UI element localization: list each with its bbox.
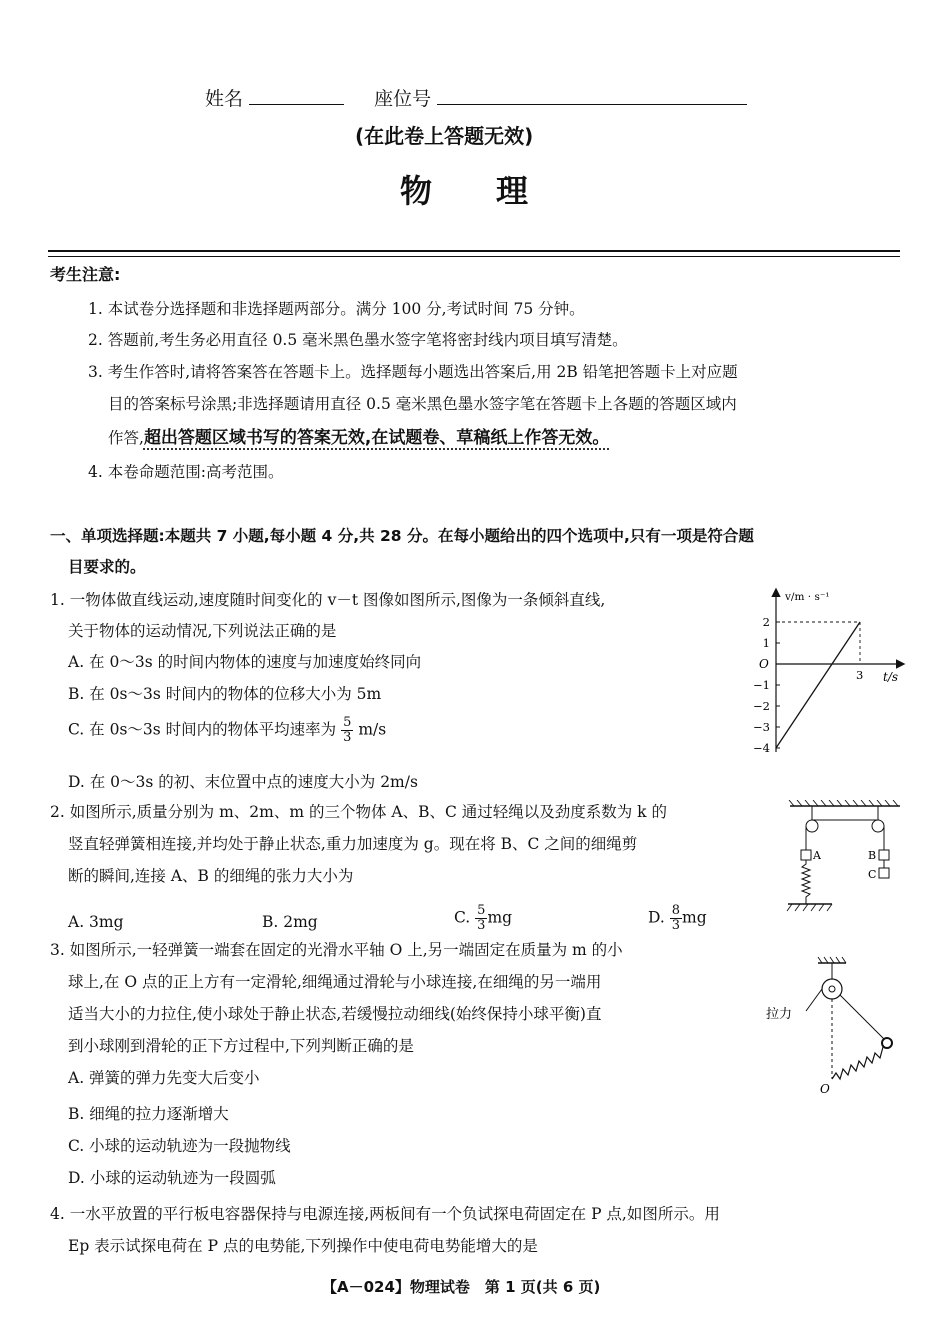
q2-pulley-right	[872, 820, 884, 832]
notice-item-2: 2. 答题前,考生务必用直径 0.5 毫米黑色墨水签字笔将密封线内项目填写清楚。	[88, 331, 628, 349]
q1-y-tick-label: −4	[753, 741, 770, 755]
q3-option-a: A. 弹簧的弹力先变大后变小	[68, 1069, 260, 1087]
q1-option-c-fraction	[341, 716, 353, 745]
q3-rope-to-ball	[840, 995, 886, 1041]
q3-stem-b: 球上,在 O 点的正上方有一定滑轮,细绳通过滑轮与小球连接,在细绳的另一端用	[68, 973, 602, 991]
q1-option-d: D. 在 0～3s 的初、末位置中点的速度大小为 2m/s	[68, 773, 418, 791]
q1-option-c-text: C. 在 0s～3s 时间内的物体平均速率为	[68, 720, 337, 739]
q2-label-a: A	[813, 849, 821, 862]
q2-block-a	[801, 850, 811, 860]
notice-title: 考生注意:	[50, 265, 121, 284]
q1-y-tick-label: 1	[762, 636, 770, 650]
q2-option-a: A. 3mg	[68, 913, 124, 931]
q1-option-c	[68, 716, 386, 745]
notice-item-1: 1. 本试卷分选择题和非选择题两部分。满分 100 分,考试时间 75 分钟。	[88, 300, 585, 318]
q2-pulley-left	[806, 820, 818, 832]
q1-y-label: v/m · s⁻¹	[785, 591, 830, 603]
q1-option-c-den: 3	[343, 730, 352, 745]
q1-series-line	[776, 622, 860, 748]
q3-origin-label: O	[820, 1082, 830, 1096]
name-label: 姓名	[205, 88, 244, 110]
q2-stem-a: 2. 如图所示,质量分别为 m、2m、m 的三个物体 A、B、C 通过轻绳以及劲度系数为 k 的	[50, 803, 667, 821]
q2-option-d-fraction	[670, 904, 682, 933]
page-footer: 【A－024】物理试卷 第 1 页(共 6 页)	[322, 1278, 601, 1296]
q2-option-d	[648, 904, 707, 933]
q2-option-c-fraction	[475, 904, 487, 933]
q3-pulley-outer	[822, 979, 842, 999]
q2-block-b	[879, 850, 889, 860]
q2-label-b: B	[868, 849, 877, 862]
q2-spring	[802, 860, 810, 904]
q3-ball	[882, 1038, 892, 1048]
seat-label: 座位号	[374, 88, 432, 110]
q4-stem-a: 4. 一水平放置的平行板电容器保持与电源连接,两板间有一个负试探电荷固定在 P 点,如图所示。用	[50, 1205, 720, 1223]
q2-option-d-num: 8	[671, 903, 681, 918]
q2-block-c	[879, 868, 889, 878]
q1-origin: O	[759, 657, 769, 671]
seat-blank	[437, 104, 747, 105]
name-seat-row	[205, 84, 747, 111]
q2-option-c-label: C.	[454, 908, 471, 927]
q3-stem-a: 3. 如图所示,一轻弹簧一端套在固定的光滑水平轴 O 上,另一端固定在质量为 m 的小	[50, 941, 623, 959]
q3-spring	[832, 1047, 883, 1079]
q3-stem-d: 到小球刚到滑轮的正下方过程中,下列判断正确的是	[68, 1037, 414, 1055]
notice-item-3c	[108, 428, 609, 448]
q1-option-a: A. 在 0～3s 的时间内物体的速度与加速度始终同向	[68, 653, 422, 671]
q1-option-b: B. 在 0s～3s 时间内的物体的位移大小为 5m	[68, 685, 382, 703]
q3-option-b: B. 细绳的拉力逐渐增大	[68, 1105, 229, 1123]
q2-option-c-unit: mg	[487, 908, 513, 927]
q3-option-c: C. 小球的运动轨迹为一段抛物线	[68, 1137, 291, 1155]
notice-item-3c-pre: 作答,	[108, 429, 144, 447]
double-divider	[48, 250, 900, 257]
q2-option-d-den: 3	[671, 918, 681, 933]
q1-x-label: t/s	[883, 670, 899, 684]
q2-stem-c: 断的瞬间,连接 A、B 的细绳的张力大小为	[68, 867, 354, 885]
q4-stem-b: Ep 表示试探电荷在 P 点的电势能,下列操作中使电荷电势能增大的是	[68, 1237, 538, 1255]
name-blank	[249, 104, 344, 105]
q3-ceiling-hatch	[818, 957, 846, 963]
q2-floor-hatch	[787, 904, 832, 911]
q1-stem-b: 关于物体的运动情况,下列说法正确的是	[68, 622, 337, 640]
notice-item-3a: 3. 考生作答时,请将答案答在答题卡上。选择题每小题选出答案后,用 2B 铅笔把答题卡上对应题	[88, 363, 738, 381]
q1-stem-a: 1. 一物体做直线运动,速度随时间变化的 v－t 图像如图所示,图像为一条倾斜直线,	[50, 591, 606, 609]
q2-ceiling-hatch	[789, 800, 898, 806]
q2-pulley-figure	[782, 800, 907, 912]
q1-y-tick-label: −2	[753, 699, 770, 713]
q2-option-d-label: D.	[648, 908, 665, 927]
q3-pull-label: 拉力	[766, 1007, 793, 1022]
q2-label-c: C	[868, 868, 877, 881]
q2-stem-b: 竖直轻弹簧相连接,并均处于静止状态,重力加速度为 g。现在将 B、C 之间的细绳剪	[68, 835, 638, 853]
q1-x-tick-label: 3	[856, 668, 864, 682]
q1-y-tick-label: −1	[753, 678, 770, 692]
q1-y-tick-label: 2	[762, 615, 770, 629]
notice-item-4: 4. 本卷命题范围:高考范围。	[88, 463, 284, 481]
q1-vt-graph	[745, 582, 915, 762]
q3-pulley-axle	[829, 986, 835, 992]
q2-option-c	[454, 904, 512, 933]
q3-option-d: D. 小球的运动轨迹为一段圆弧	[68, 1169, 276, 1187]
q1-option-c-unit: m/s	[358, 720, 387, 739]
q2-option-b: B. 2mg	[262, 913, 318, 931]
notice-item-3b: 目的答案标号涂黑;非选择题请用直径 0.5 毫米黑色墨水签字笔在答题卡上各题的答题区域内	[108, 395, 737, 413]
q2-options	[68, 904, 748, 944]
section-title-a: 一、单项选择题:本题共 7 小题,每小题 4 分,共 28 分。在每小题给出的四个选项中,只有一项是符合题	[50, 527, 754, 545]
q3-spring-figure	[764, 955, 904, 1100]
q2-option-d-unit: mg	[682, 908, 707, 927]
q3-pull-rope	[806, 989, 822, 1011]
section-title-b: 目要求的。	[68, 558, 146, 576]
q2-option-c-num: 5	[477, 903, 486, 918]
q1-option-c-num: 5	[343, 715, 352, 730]
notice-item-3c-emphasis: 超出答题区域书写的答案无效,在试题卷、草稿纸上作答无效。	[143, 428, 610, 448]
q1-y-tick-label: −3	[753, 720, 770, 734]
q3-stem-c: 适当大小的力拉住,使小球处于静止状态,若缓慢拉动细线(始终保持小球平衡)直	[68, 1005, 602, 1023]
subject-title: 物 理	[400, 172, 529, 210]
q2-option-c-den: 3	[477, 918, 486, 933]
invalid-note: (在此卷上答题无效)	[355, 124, 534, 148]
